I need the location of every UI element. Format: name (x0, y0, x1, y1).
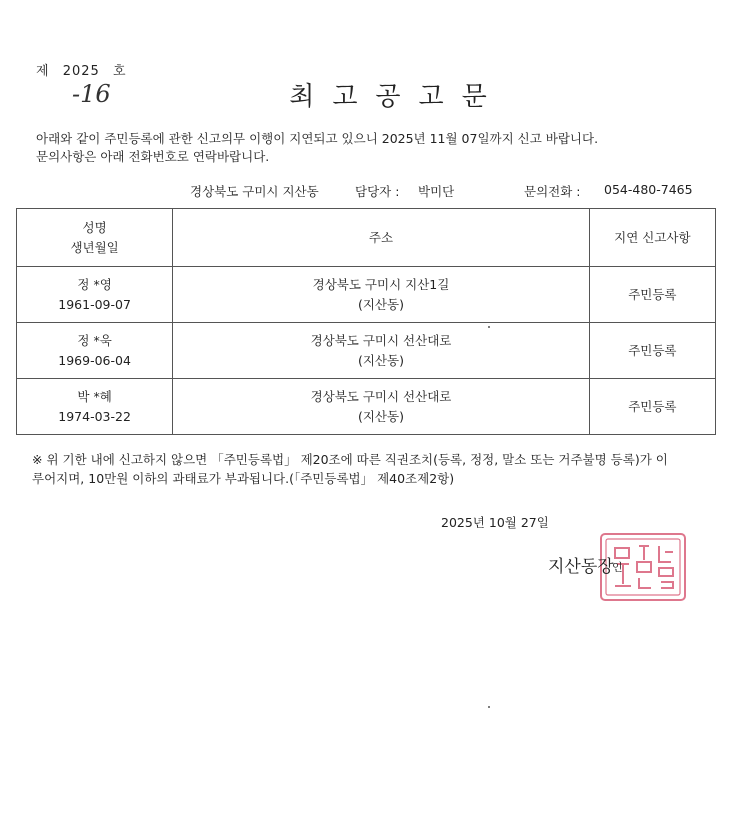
header-item: 지연 신고사항 (589, 209, 715, 267)
address-line: 경상북도 구미시 선산대로 (310, 388, 452, 404)
address-line: 경상북도 구미시 선산대로 (310, 332, 452, 348)
birth-date: 1961-09-07 (58, 296, 131, 312)
table-header-row (17, 209, 716, 267)
signer-title: 지산동장 (548, 557, 614, 577)
doc-number-suffix: 호 (112, 64, 127, 79)
notice-text (36, 130, 598, 166)
person-name: 정 *욱 (77, 332, 112, 348)
notice-line: 아래와 같이 주민등록에 관한 신고의무 이행이 지연되고 있으니 2025년 11월 07일까지 신고 바랍니다. (36, 131, 599, 146)
cell-item: 주민등록 (589, 379, 715, 435)
footnote-line: 루어지며, 10만원 이하의 과태료가 부과됩니다.(「주민등록법」 제40조제2항) (32, 471, 455, 486)
manager-name: 박미단 (418, 184, 455, 199)
address-line: 경상북도 구미시 지산1길 (312, 276, 450, 292)
header-address: 주소 (173, 209, 589, 267)
header-birth-line: 생년월일 (70, 239, 119, 255)
handwritten-number: -16 (72, 80, 111, 108)
table-row (17, 379, 716, 435)
birth-date: 1969-06-04 (58, 352, 131, 368)
header-name (17, 209, 173, 267)
birth-date: 1974-03-22 (58, 408, 131, 424)
person-name: 박 *혜 (77, 388, 112, 404)
table-row (17, 267, 716, 323)
header-name-line: 성명 (82, 219, 107, 235)
cell-address (173, 323, 589, 379)
manager-label: 담당자 : (355, 184, 400, 199)
cell-name (17, 267, 173, 323)
issue-date: 2025년 10월 27일 (441, 515, 549, 530)
page-title: 최고공고문 (289, 82, 505, 112)
address-dong: (지산동) (357, 408, 404, 424)
scan-speck (488, 326, 490, 328)
doc-number-year: 2025 (62, 64, 100, 79)
contact-address: 경상북도 구미시 지산동 (190, 184, 319, 199)
notice-line: 문의사항은 아래 전화번호로 연락바랍니다. (36, 149, 270, 164)
phone-label: 문의전화 : (524, 184, 581, 199)
doc-number-prefix: 제 (36, 64, 50, 79)
person-name: 정 *영 (77, 276, 112, 292)
seal-mark: 인 (612, 561, 623, 574)
table-row (17, 323, 716, 379)
footnote-line: ※ 위 기한 내에 신고하지 않으면 「주민등록법」 제20조에 따른 직권조치(등록, 정정, 말소 또는 거주불명 등록)가 이 (32, 452, 668, 467)
cell-item: 주민등록 (589, 267, 715, 323)
cell-address (173, 379, 589, 435)
cell-address (173, 267, 589, 323)
footnote (32, 450, 722, 488)
address-dong: (지산동) (357, 296, 404, 312)
phone-number: 054-480-7465 (604, 182, 693, 197)
scan-speck (488, 706, 490, 708)
address-dong: (지산동) (357, 352, 404, 368)
records-table (16, 208, 716, 435)
cell-name (17, 379, 173, 435)
cell-name (17, 323, 173, 379)
cell-item: 주민등록 (589, 323, 715, 379)
